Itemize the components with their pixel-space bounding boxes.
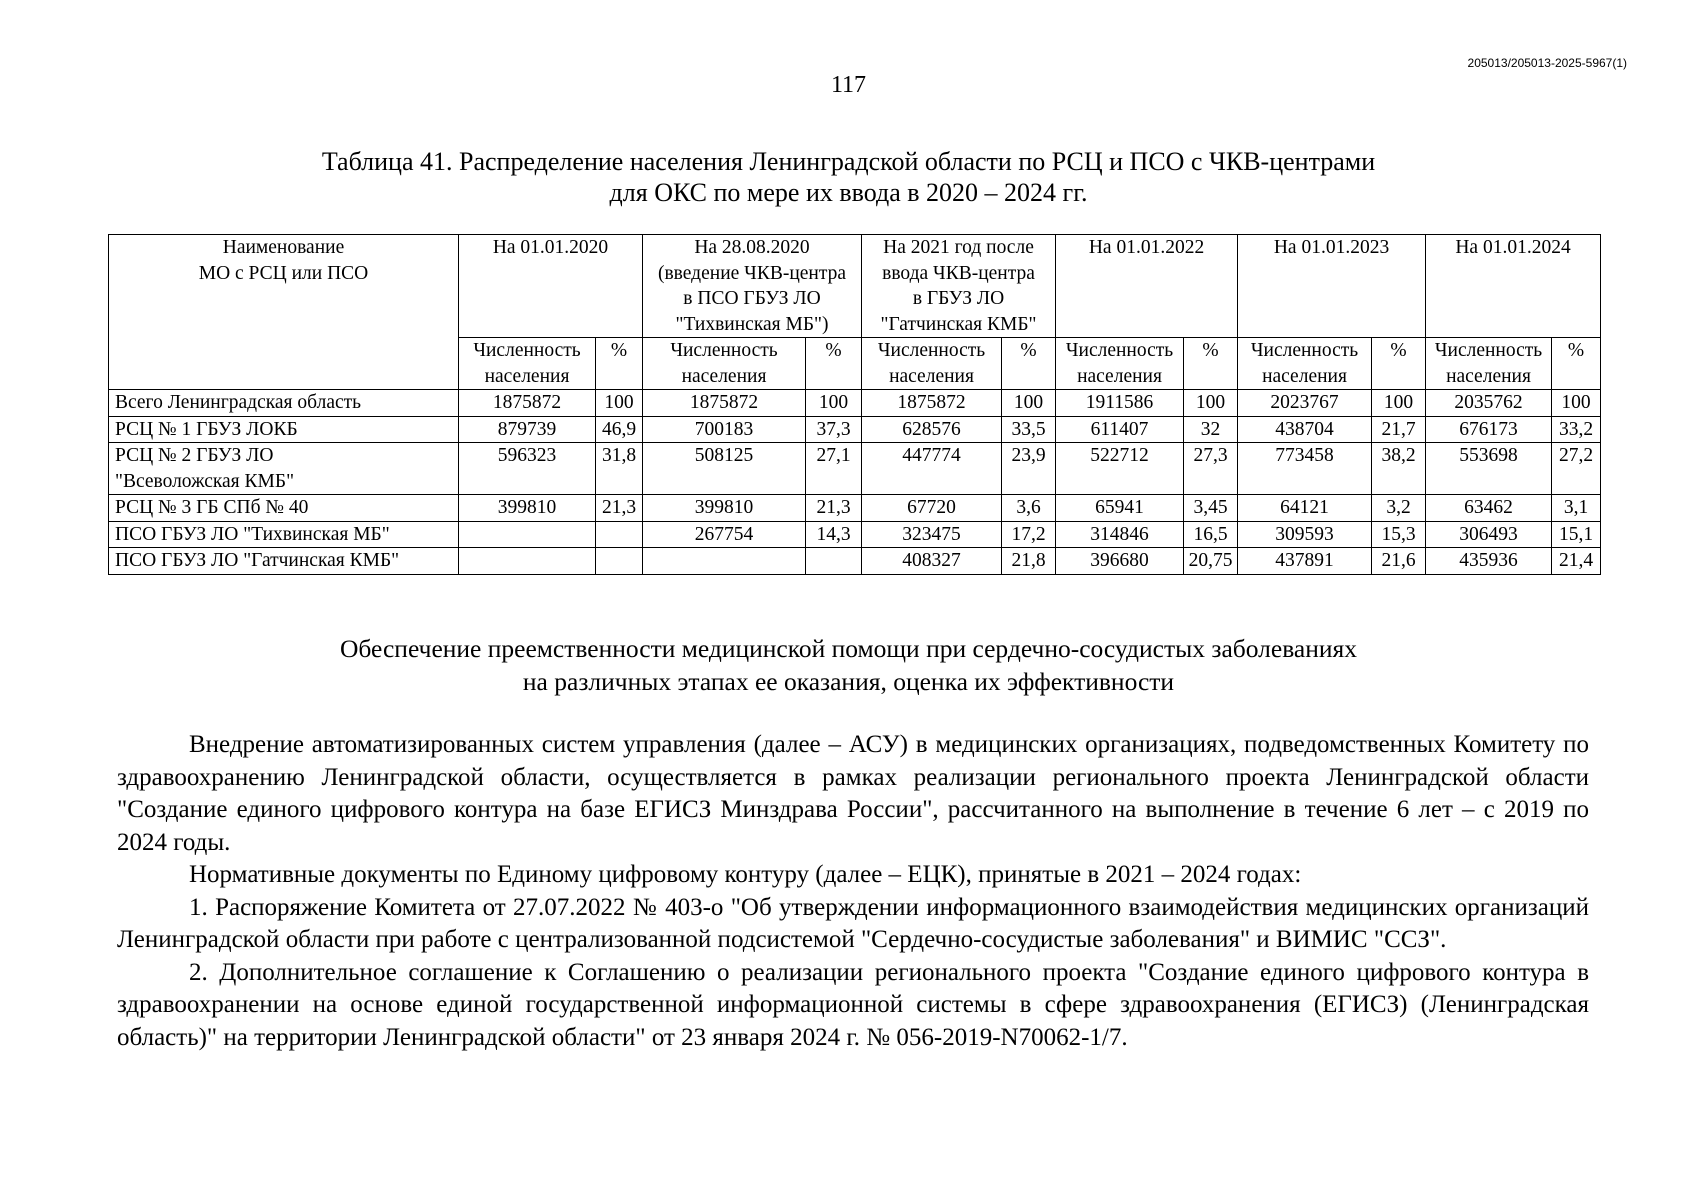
population-cell: 408327 bbox=[862, 548, 1002, 575]
count-subheader-cell-line: населения bbox=[681, 365, 767, 387]
percent-cell: 21,3 bbox=[596, 495, 643, 522]
count-subheader-cell-line: Численность bbox=[473, 340, 581, 361]
table-row bbox=[109, 390, 1601, 417]
period-header-cell-line: "Гатчинская КМБ" bbox=[880, 313, 1037, 335]
percent-cell: 16,5 bbox=[1184, 521, 1238, 548]
table-title bbox=[0, 146, 1697, 208]
paragraph: Нормативные документы по Единому цифровому контуру (далее – ЕЦК), принятые в 2021 – 2024 годах: bbox=[189, 861, 1302, 888]
population-cell: 628576 bbox=[862, 416, 1002, 443]
percent-cell: 100 bbox=[1372, 390, 1426, 417]
population-cell bbox=[459, 548, 596, 575]
percent-cell: 27,2 bbox=[1552, 443, 1601, 495]
period-header-cell-line: На 28.08.2020 bbox=[694, 237, 810, 258]
section-title-line: Обеспечение преемственности медицинской помощи при сердечно-сосудистых заболеваниях bbox=[339, 634, 1358, 663]
body-text bbox=[117, 729, 1589, 1054]
paragraph: 2. Дополнительное соглашение к Соглашению о реализации регионального проекта "Создание единого цифрового контура в здравоохранении на основе единой государственной информационной системы в сфере здравоохранения (ЕГИСЗ) (Ленинградская область)" на территории Ленинградской области" от 23 января 2024 г. № 056-2019-N70062-1/7. bbox=[117, 958, 1589, 1051]
population-cell: 611407 bbox=[1056, 416, 1184, 443]
population-cell: 2035762 bbox=[1426, 390, 1552, 417]
table-title-line: для ОКС по мере их ввода в 2020 – 2024 гг. bbox=[609, 178, 1088, 207]
count-subheader-cell bbox=[643, 338, 806, 390]
percent-cell: 17,2 bbox=[1002, 521, 1056, 548]
count-subheader-cell-line: Численность bbox=[1250, 340, 1359, 361]
name-header-cell bbox=[109, 235, 459, 390]
percent-cell: 21,6 bbox=[1372, 548, 1426, 575]
percent-subheader-cell: % bbox=[1552, 338, 1601, 390]
population-cell: 438704 bbox=[1238, 416, 1372, 443]
population-cell: 1875872 bbox=[862, 390, 1002, 417]
population-cell: 522712 bbox=[1056, 443, 1184, 495]
percent-cell: 20,75 bbox=[1184, 548, 1238, 575]
percent-cell: 21,8 bbox=[1002, 548, 1056, 575]
percent-cell: 21,7 bbox=[1372, 416, 1426, 443]
percent-subheader-cell: % bbox=[1372, 338, 1426, 390]
row-name-cell-line: РСЦ № 2 ГБУЗ ЛО bbox=[115, 445, 274, 466]
row-name-cell-line: РСЦ № 1 ГБУЗ ЛОКБ bbox=[115, 418, 298, 440]
population-cell bbox=[459, 521, 596, 548]
period-header-cell bbox=[1056, 235, 1238, 338]
percent-cell: 100 bbox=[1002, 390, 1056, 417]
period-header-cell bbox=[459, 235, 643, 338]
population-cell: 700183 bbox=[643, 416, 806, 443]
population-cell: 447774 bbox=[862, 443, 1002, 495]
percent-cell: 14,3 bbox=[806, 521, 862, 548]
count-subheader-cell bbox=[1426, 338, 1552, 390]
percent-cell: 33,2 bbox=[1552, 416, 1601, 443]
population-cell: 1875872 bbox=[643, 390, 806, 417]
table-title-line: Таблица 41. Распределение населения Ленинградской области по РСЦ и ПСО с ЧКВ-центрами bbox=[321, 147, 1376, 176]
percent-cell: 15,1 bbox=[1552, 521, 1601, 548]
population-cell: 309593 bbox=[1238, 521, 1372, 548]
period-header-cell-line: На 01.01.2020 bbox=[492, 237, 609, 258]
population-cell: 314846 bbox=[1056, 521, 1184, 548]
section-title bbox=[0, 632, 1697, 698]
percent-cell: 21,4 bbox=[1552, 548, 1601, 575]
percent-cell: 15,3 bbox=[1372, 521, 1426, 548]
percent-subheader-cell: % bbox=[596, 338, 643, 390]
population-cell: 63462 bbox=[1426, 495, 1552, 522]
period-header-cell-line: "Тихвинская МБ") bbox=[675, 313, 829, 335]
row-name-cell bbox=[109, 416, 459, 443]
percent-cell: 100 bbox=[806, 390, 862, 417]
percent-cell: 21,3 bbox=[806, 495, 862, 522]
row-name-cell bbox=[109, 495, 459, 522]
count-subheader-cell-line: Численность bbox=[670, 340, 778, 361]
row-name-cell bbox=[109, 443, 459, 495]
row-name-cell-line: Всего Ленинградская область bbox=[115, 392, 362, 413]
population-cell: 553698 bbox=[1426, 443, 1552, 495]
population-cell: 65941 bbox=[1056, 495, 1184, 522]
table-row bbox=[109, 548, 1601, 575]
table-row bbox=[109, 521, 1601, 548]
table-row bbox=[109, 416, 1601, 443]
period-header-cell-line: в ГБУЗ ЛО bbox=[912, 288, 1005, 309]
period-header-cell-line: в ПСО ГБУЗ ЛО bbox=[683, 288, 821, 309]
percent-cell: 27,3 bbox=[1184, 443, 1238, 495]
percent-cell: 46,9 bbox=[596, 416, 643, 443]
population-cell bbox=[643, 548, 806, 575]
row-name-cell-line: "Всеволожская КМБ" bbox=[115, 470, 295, 492]
population-cell: 596323 bbox=[459, 443, 596, 495]
population-cell: 306493 bbox=[1426, 521, 1552, 548]
table-header-row bbox=[109, 235, 1601, 338]
period-header-cell-line: ввода ЧКВ-центра bbox=[882, 262, 1035, 284]
table-row bbox=[109, 443, 1601, 495]
population-cell: 435936 bbox=[1426, 548, 1552, 575]
percent-cell: 27,1 bbox=[806, 443, 862, 495]
population-cell: 773458 bbox=[1238, 443, 1372, 495]
period-header-cell-line: На 01.01.2022 bbox=[1088, 237, 1205, 258]
percent-cell: 37,3 bbox=[806, 416, 862, 443]
population-cell: 879739 bbox=[459, 416, 596, 443]
percent-cell bbox=[596, 521, 643, 548]
percent-cell: 38,2 bbox=[1372, 443, 1426, 495]
document-id: 205013/205013-2025-5967(1) bbox=[1467, 56, 1627, 70]
name-header-cell-line: МО с РСЦ или ПСО bbox=[198, 262, 369, 284]
percent-cell: 23,9 bbox=[1002, 443, 1056, 495]
population-cell: 399810 bbox=[643, 495, 806, 522]
percent-cell: 100 bbox=[1184, 390, 1238, 417]
population-cell: 323475 bbox=[862, 521, 1002, 548]
population-cell: 267754 bbox=[643, 521, 806, 548]
population-cell: 437891 bbox=[1238, 548, 1372, 575]
section-title-line: на различных этапах ее оказания, оценка их эффективности bbox=[522, 667, 1175, 696]
period-header-cell bbox=[1426, 235, 1601, 338]
population-cell: 1911586 bbox=[1056, 390, 1184, 417]
period-header-cell bbox=[862, 235, 1056, 338]
count-subheader-cell-line: населения bbox=[1262, 365, 1347, 387]
table-row bbox=[109, 495, 1601, 522]
count-subheader-cell-line: Численность bbox=[1434, 340, 1543, 361]
percent-cell bbox=[596, 548, 643, 575]
percent-subheader-cell: % bbox=[1184, 338, 1238, 390]
percent-cell: 3,45 bbox=[1184, 495, 1238, 522]
population-cell: 396680 bbox=[1056, 548, 1184, 575]
population-table bbox=[108, 234, 1601, 575]
count-subheader-cell bbox=[1056, 338, 1184, 390]
paragraph: 1. Распоряжение Комитета от 27.07.2022 № 403-о "Об утверждении информационного взаимодействия медицинских организаций Ленинградской области при работе с централизованной подсистемой "Сердечно-сосудистые заболевания" и ВИМИС "ССЗ". bbox=[117, 893, 1589, 953]
percent-cell: 32 bbox=[1184, 416, 1238, 443]
row-name-cell-line: ПСО ГБУЗ ЛО "Тихвинская МБ" bbox=[115, 523, 390, 545]
period-header-cell-line: На 2021 год после bbox=[883, 237, 1034, 258]
count-subheader-cell-line: Численность bbox=[877, 340, 986, 361]
row-name-cell bbox=[109, 521, 459, 548]
row-name-cell-line: РСЦ № 3 ГБ СПб № 40 bbox=[115, 497, 309, 518]
percent-cell: 33,5 bbox=[1002, 416, 1056, 443]
count-subheader-cell-line: населения bbox=[484, 365, 570, 387]
population-cell: 676173 bbox=[1426, 416, 1552, 443]
count-subheader-cell-line: населения bbox=[1077, 365, 1162, 387]
percent-cell: 31,8 bbox=[596, 443, 643, 495]
period-header-cell-line: (введение ЧКВ-центра bbox=[657, 262, 847, 284]
count-subheader-cell-line: населения bbox=[1446, 365, 1531, 387]
period-header-cell-line: На 01.01.2023 bbox=[1273, 237, 1390, 258]
row-name-cell bbox=[109, 390, 459, 417]
percent-cell bbox=[806, 548, 862, 575]
population-cell: 399810 bbox=[459, 495, 596, 522]
population-cell: 508125 bbox=[643, 443, 806, 495]
row-name-cell-line: ПСО ГБУЗ ЛО "Гатчинская КМБ" bbox=[115, 550, 400, 571]
percent-cell: 100 bbox=[596, 390, 643, 417]
percent-subheader-cell: % bbox=[806, 338, 862, 390]
population-cell: 64121 bbox=[1238, 495, 1372, 522]
percent-cell: 100 bbox=[1552, 390, 1601, 417]
row-name-cell bbox=[109, 548, 459, 575]
period-header-cell bbox=[1238, 235, 1426, 338]
paragraph: Внедрение автоматизированных систем управления (далее – АСУ) в медицинских организациях, подведомственных Комитету по здравоохранению Ленинградской области, осуществляется в рамках реализации регионального проекта Ленинградской области "Создание единого цифрового контура на базе ЕГИСЗ Минздрава России", рассчитанного на выполнение в течение 6 лет – с 2019 по 2024 годы. bbox=[117, 731, 1589, 856]
percent-subheader-cell: % bbox=[1002, 338, 1056, 390]
name-header-cell-line: Наименование bbox=[222, 237, 345, 258]
percent-cell: 3,2 bbox=[1372, 495, 1426, 522]
population-cell: 2023767 bbox=[1238, 390, 1372, 417]
percent-cell: 3,6 bbox=[1002, 495, 1056, 522]
percent-cell: 3,1 bbox=[1552, 495, 1601, 522]
count-subheader-cell-line: населения bbox=[889, 365, 974, 387]
count-subheader-cell bbox=[459, 338, 596, 390]
page-number: 117 bbox=[830, 72, 867, 98]
count-subheader-cell-line: Численность bbox=[1065, 340, 1174, 361]
count-subheader-cell bbox=[1238, 338, 1372, 390]
period-header-cell bbox=[643, 235, 862, 338]
population-cell: 67720 bbox=[862, 495, 1002, 522]
population-cell: 1875872 bbox=[459, 390, 596, 417]
period-header-cell-line: На 01.01.2024 bbox=[1455, 237, 1571, 258]
count-subheader-cell bbox=[862, 338, 1002, 390]
